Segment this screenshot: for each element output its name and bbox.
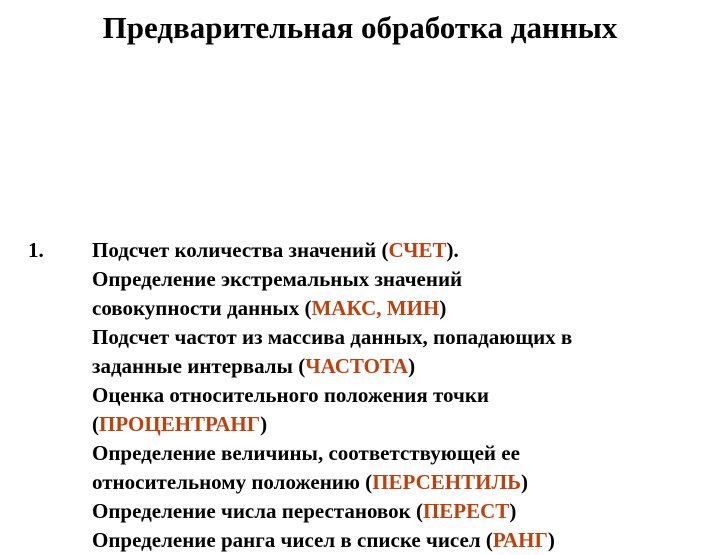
slide-title: Предварительная обработка данных xyxy=(102,10,618,45)
list-line xyxy=(92,294,692,323)
line-text: Оценка относительного положения точки xyxy=(92,383,490,407)
list-line xyxy=(92,468,692,497)
list-line xyxy=(92,236,692,265)
line-text: ) xyxy=(547,528,555,552)
function-keyword: СЧЕТ xyxy=(388,238,447,262)
line-text: заданные интервалы ( xyxy=(92,354,306,378)
list-number: 1. xyxy=(28,238,44,262)
list-line xyxy=(92,323,692,352)
list-line xyxy=(92,410,692,439)
line-text: Подсчет частот из массива данных, попадающих в xyxy=(92,325,573,349)
line-text: Определение экстремальных значений xyxy=(92,267,463,291)
line-text: Определение величины, соответствующей ее xyxy=(92,441,520,465)
line-text: Определение ранга чисел в списке чисел ( xyxy=(92,528,493,552)
line-text: ) xyxy=(521,470,528,494)
line-text: совокупности данных ( xyxy=(92,296,312,320)
function-keyword: РАНГ xyxy=(492,528,548,552)
function-keyword: ПРОЦЕНТРАНГ xyxy=(99,412,261,436)
list-line xyxy=(92,381,692,410)
function-keyword: ПЕРСЕНТИЛЬ xyxy=(372,470,521,494)
line-text: ) xyxy=(260,412,268,436)
line-text: ( xyxy=(92,412,99,436)
line-text: ). xyxy=(446,238,459,262)
line-text: относительному положению ( xyxy=(92,470,373,494)
line-text: ) xyxy=(408,354,416,378)
list-line xyxy=(92,439,692,468)
line-text: Определение числа перестановок ( xyxy=(92,499,423,523)
list-line xyxy=(92,497,692,526)
list-line xyxy=(92,526,692,555)
list-line xyxy=(92,265,692,294)
function-list xyxy=(92,236,692,555)
function-keyword: МАКС, МИН xyxy=(311,296,440,320)
line-text: Подсчет количества значений ( xyxy=(92,238,389,262)
line-text: ) xyxy=(509,499,517,523)
line-text: ) xyxy=(439,296,447,320)
function-keyword: ЧАСТОТА xyxy=(305,354,409,378)
list-line xyxy=(92,352,692,381)
function-keyword: ПЕРЕСТ xyxy=(422,499,510,523)
